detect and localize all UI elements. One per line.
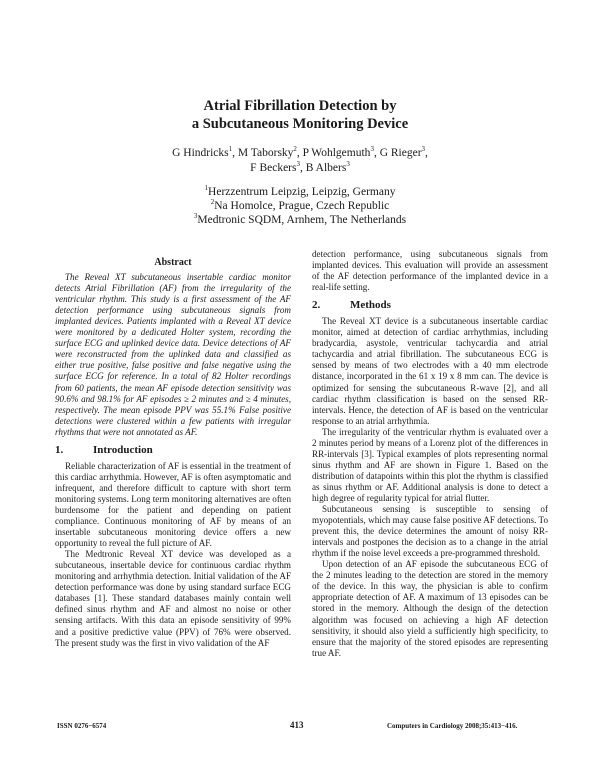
paragraph: The irregularity of the ventricular rhythm is evaluated over a 2 minutes period by means of a Lorenz plot of the differences in RR-intervals [3]. Typical examples of plots representing normal sinus rhythm and AF are shown in Figure 1. Based on the distribution of datapoints within this plot the rhythm is classified as sinus rhythm or AF. Additional analysis is done to detect a high degree of regularity typical for atrial flutter.	[312, 426, 548, 503]
affiliation-marker: 1	[228, 145, 233, 154]
author: G Hindricks	[172, 147, 229, 159]
paragraph: Subcutaneous sensing is susceptible to sensing of myopotentials, which may cause false positive AF detections. To prevent this, the device determines the amount of noisy RR-intervals and postpones the decision as to a change in the atrial rhythm if the noise level exceeds a pre-programmed threshold.	[312, 504, 548, 559]
section-heading-introduction	[55, 445, 291, 456]
author: B Albers	[305, 162, 347, 174]
page-number: 413	[290, 720, 304, 730]
section-title: Introduction	[93, 443, 153, 456]
right-column	[312, 249, 548, 659]
paragraph: The Medtronic Reveal XT device was developed as a subcutaneous, insertable device for continuous cardiac rhythm monitoring and arrhythmia detection. Initial validation of the AF detection performance was done by using standard surface ECG databases [1]. These standard databases mainly contain well defined sinus rhythm and AF and almost no noise or other sensing artifacts. With this data an episode sensitivity of 99% and a positive predictive value (PPV) of 76% were observed. The present study was the first in vivo validation of the AF	[55, 549, 291, 648]
affiliation-marker: 3	[370, 145, 374, 154]
author-list: G Hindricks$^1$, M Taborsky$^2$, P Wohlgemuth$^3$, G Rieger$^3$, F Beckers$^3$, B Albers$^3$	[172, 145, 428, 174]
title-line-1: Atrial Fibrillation Detection by	[203, 98, 397, 114]
paragraph-continued: detection performance, using subcutaneous signals from implanted devices. This evaluation will provide an assessment of the AF detection performance of the implanted device in a real-life setting.	[312, 249, 548, 293]
affiliation-marker: 2	[293, 145, 297, 154]
affiliation-marker: 3	[296, 160, 300, 169]
section-heading-methods	[312, 300, 548, 311]
affiliation: $^1$Herzzentrum Leipzig, Leipzig, Germany	[204, 184, 396, 198]
affiliation: $^2$Na Homolce, Prague, Czech Republic	[210, 198, 390, 212]
section-number: 1.	[55, 443, 64, 456]
affiliation-marker: 3	[421, 145, 426, 154]
author: P Wohlgemuth	[302, 147, 371, 159]
footer-citation: Computers in Cardiology 2008;35:413−416.	[387, 722, 518, 730]
affiliation-marker: 3	[346, 160, 350, 169]
section-title: Methods	[350, 299, 391, 312]
paragraph: Reliable characterization of AF is essential in the treatment of this cardiac arrhythmia. However, AF is often asymptomatic and infrequent, and therefore difficult to capture with short term monitoring systems. Long term monitoring alternatives are often burdensome for the patient and depending on patient compliance. Continuous monitoring of AF by means of an insertable subcutaneous monitoring device offers a new opportunity to reveal the full picture of AF.	[55, 460, 291, 549]
left-column	[55, 257, 291, 649]
footer-issn: ISSN 0276−6574	[57, 722, 107, 730]
author: G Rieger	[379, 147, 422, 159]
affiliation: $^3$Medtronic SQDM, Arnhem, The Netherlands	[193, 212, 407, 226]
author: M Taborsky	[237, 147, 294, 159]
section-number: 2.	[312, 299, 321, 312]
paragraph: The Reveal XT device is a subcutaneous insertable cardiac monitor, aimed at detection of cardiac arrhythmias, including bradycardia, asystole, ventricular tachycardia and atrial tachycardia and atrial fibrillation. The subcutaneous ECG is sensed by means of two electrodes with a 40 mm electrode distance, incorporated in the 61 x 19 x 8 mm can. The device is optimized for sensing the subcutaneous R-wave [2], and all cardiac rhythm classification is based on the sensed RR-intervals. Hence, the detection of AF is based on the ventricular response to an atrial arrhythmia.	[312, 316, 548, 426]
affiliation-list	[0, 185, 600, 227]
paragraph: Upon detection of an AF episode the subcutaneous ECG of the 2 minutes leading to the detection are stored in the memory of the device. In this way, the physician is able to confirm appropriate detection of AF. A maximum of 13 episodes can be stored in the memory. Although the design of the detection algorithm was focused on achieving a high AF detection sensitivity, it should also yield a sufficiently high specificity, to ensure that the majority of the stored episodes are representing true AF.	[312, 559, 548, 658]
author: F Beckers	[250, 162, 297, 174]
abstract-heading: Abstract	[154, 257, 192, 268]
abstract-text: The Reveal XT subcutaneous insertable cardiac monitor detects Atrial Fibrillation (AF) from the irregularity of the ventricular rhythm. This study is a first assessment of the AF detection performance using subcutaneous signals from implanted devices. Patients implanted with a Reveal XT device were monitored by a dedicated Holter system, recording the surface ECG and uplinked device data. Device detections of AF were reconstructed from the uplinked data and classified as either true positive, false positive and false negative using the surface ECG for reference. In a total of 82 Holter recordings from 60 patients, the mean AF episode detection sensitivity was 90.6% and 98.1% for AF episodes ≥ 2 minutes and ≥ 4 minutes, respectively. The mean episode PPV was 55.1% False positive detections were clustered within a few patients with irregular rhythms that were not annotated as AF.	[55, 272, 291, 437]
title-line-2: a Subcutaneous Monitoring Device	[191, 116, 409, 132]
paper-title	[0, 97, 600, 133]
